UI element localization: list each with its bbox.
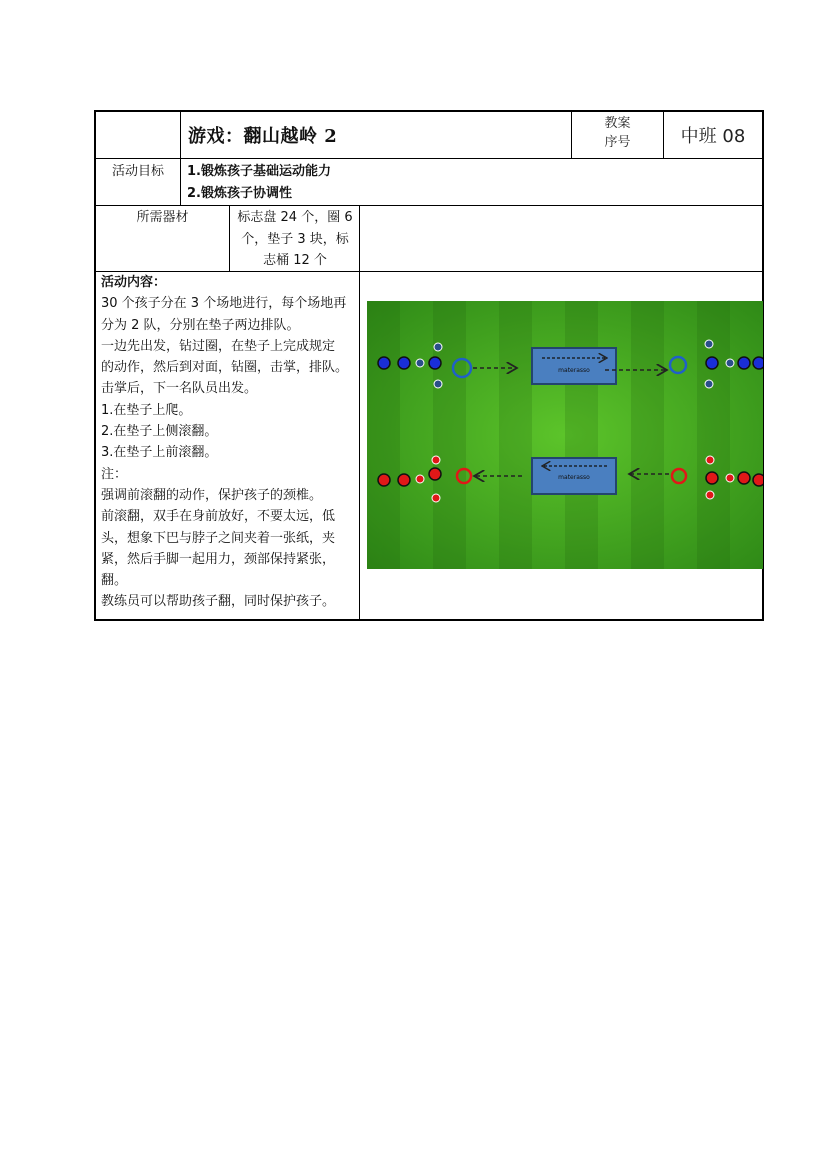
table-border-left bbox=[94, 110, 96, 621]
drill-diagram bbox=[367, 301, 763, 569]
content-line-10: 强调前滚翻的动作，保护孩子的颈椎。 bbox=[101, 487, 323, 503]
equipment-line-2: 个，垫子 3 块，标 bbox=[241, 231, 349, 247]
plan-code: 中班 08 bbox=[680, 126, 746, 147]
col-divider-equip-1 bbox=[229, 205, 230, 272]
activity-content-heading: 活动内容： bbox=[101, 275, 167, 290]
goal-item-2: 2.锻炼孩子协调性 bbox=[187, 186, 292, 201]
content-line-5: 击掌后，下一名队员出发。 bbox=[101, 381, 258, 397]
page-title: 游戏：翻山越岭 2 bbox=[188, 126, 338, 147]
row-divider-2 bbox=[94, 205, 764, 206]
plan-number-label-line1: 教案 bbox=[604, 116, 631, 131]
goal-item-1: 1.锻炼孩子基础运动能力 bbox=[187, 164, 331, 179]
plan-number-label bbox=[572, 114, 663, 152]
content-line-11: 前滚翻，双手在身前放好，不要太远，低 bbox=[101, 509, 336, 525]
content-line-3: 一边先出发，钻过圈，在垫子上完成规定 bbox=[101, 338, 336, 354]
content-line-12: 头，想象下巴与脖子之间夹着一张纸，夹 bbox=[101, 530, 336, 546]
equipment-line-1: 标志盘 24 个，圈 6 bbox=[237, 210, 353, 225]
content-line-4: 的动作，然后到对面，钻圈，击掌，排队。 bbox=[101, 360, 349, 376]
equipment-list bbox=[231, 207, 359, 272]
content-line-7: 2.在垫子上侧滚翻。 bbox=[101, 424, 218, 440]
equipment-label: 所需器材 bbox=[136, 210, 189, 225]
drill-diagram-svg bbox=[367, 301, 763, 569]
activity-content bbox=[101, 272, 359, 613]
col-divider-main bbox=[359, 205, 360, 620]
goals-label: 活动目标 bbox=[111, 164, 164, 179]
mat-top bbox=[532, 348, 616, 384]
content-line-13: 紧，然后手脚一起用力，颈部保持紧张， bbox=[101, 551, 336, 567]
content-line-1: 30 个孩子分在 3 个场地进行，每个场地再 bbox=[101, 296, 347, 312]
content-line-15: 教练员可以帮助孩子翻，同时保护孩子。 bbox=[101, 594, 336, 610]
mat-top-label: materasso bbox=[558, 367, 590, 374]
content-line-9: 注： bbox=[101, 466, 128, 482]
content-line-8: 3.在垫子上前滚翻。 bbox=[101, 445, 218, 461]
mat-bottom-label: materasso bbox=[558, 474, 590, 481]
content-line-2: 分为 2 队，分别在垫子两边排队。 bbox=[101, 317, 300, 333]
equipment-line-3: 志桶 12 个 bbox=[263, 253, 327, 268]
table-border-bottom bbox=[94, 619, 764, 621]
content-line-14: 翻。 bbox=[101, 573, 128, 589]
goals-list bbox=[187, 161, 331, 205]
col-divider-header-1 bbox=[180, 110, 181, 206]
plan-number-label-line2: 序号 bbox=[604, 135, 631, 150]
content-line-6: 1.在垫子上爬。 bbox=[101, 402, 192, 418]
